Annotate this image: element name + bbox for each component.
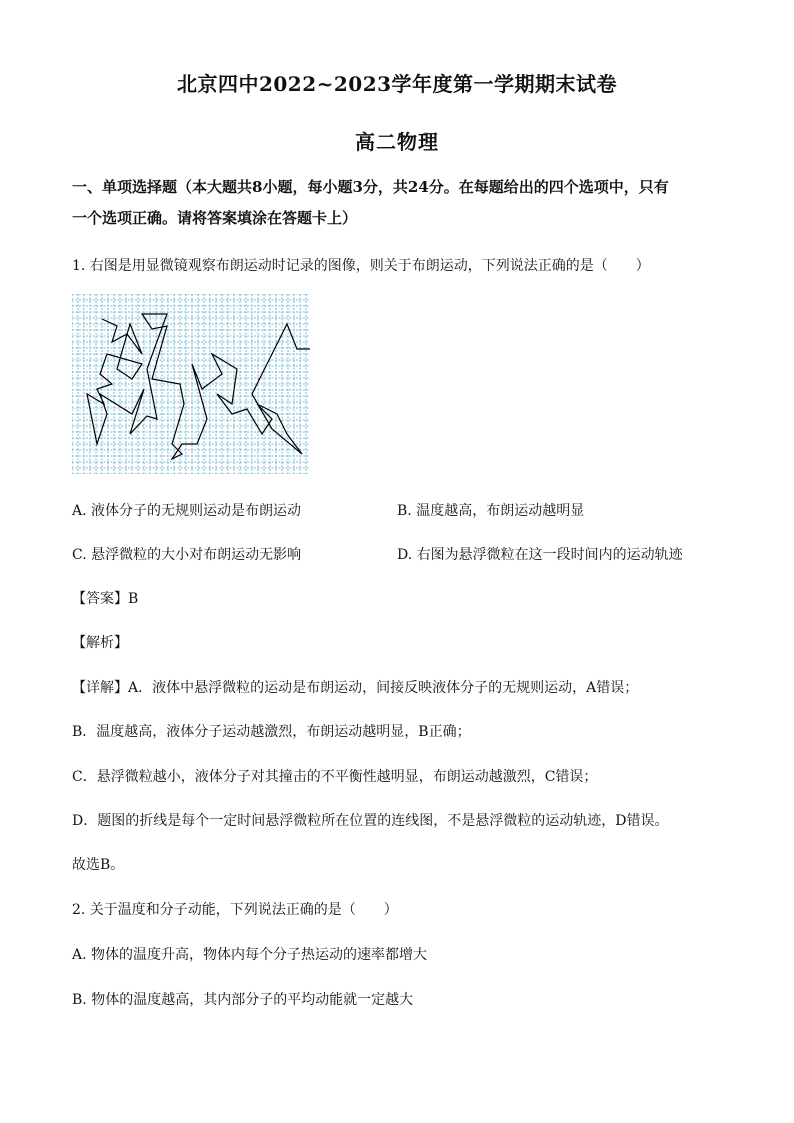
q2-option-b: B. 物体的温度越高，其内部分子的平均动能就一定越大 xyxy=(72,992,414,1008)
q1-option-c: C. 悬浮微粒的大小对布朗运动无影响 xyxy=(72,547,302,563)
brownian-motion-figure xyxy=(72,294,310,474)
q2-stem: 2. 关于温度和分子动能，下列说法正确的是（ ） xyxy=(72,902,398,918)
q1-analysis-heading: 【解析】 xyxy=(72,635,128,651)
q1-stem: 1. 右图是用显微镜观察布朗运动时记录的图像，则关于布朗运动，下列说法正确的是（ ） xyxy=(72,258,650,274)
exam-title: 北京四中2022~2023学年度第一学期期末试卷 xyxy=(176,72,618,96)
q1-answer: 【答案】B xyxy=(72,591,139,607)
q1-option-b: B. 温度越高，布朗运动越明显 xyxy=(397,503,585,519)
q1-detail-c: C．悬浮微粒越小，液体分子对其撞击的不平衡性越明显，布朗运动越激烈，C错误； xyxy=(72,769,598,785)
q1-option-d: D. 右图为悬浮微粒在这一段时间内的运动轨迹 xyxy=(397,547,683,563)
section-heading-line2: 一个选项正确。请将答案填涂在答题卡上） xyxy=(72,209,358,227)
q1-detail-b: B．温度越高，液体分子运动越激烈，布朗运动越明显，B正确； xyxy=(72,724,471,740)
q1-conclusion: 故选B。 xyxy=(72,857,125,873)
exam-subject: 高二物理 xyxy=(355,130,439,154)
q1-detail-d: D．题图的折线是每个一定时间悬浮微粒所在位置的连线图，不是悬浮微粒的运动轨迹，D错误。 xyxy=(72,813,669,829)
section-heading-line1: 一、单项选择题（本大题共8小题，每小题3分，共24分。在每题给出的四个选项中，只有 xyxy=(72,178,669,196)
q1-detail-a: 【详解】A．液体中悬浮微粒的运动是布朗运动，间接反映液体分子的无规则运动，A错误； xyxy=(72,680,639,696)
q1-option-a: A. 液体分子的无规则运动是布朗运动 xyxy=(72,503,302,519)
q2-option-a: A. 物体的温度升高，物体内每个分子热运动的速率都增大 xyxy=(72,947,428,963)
